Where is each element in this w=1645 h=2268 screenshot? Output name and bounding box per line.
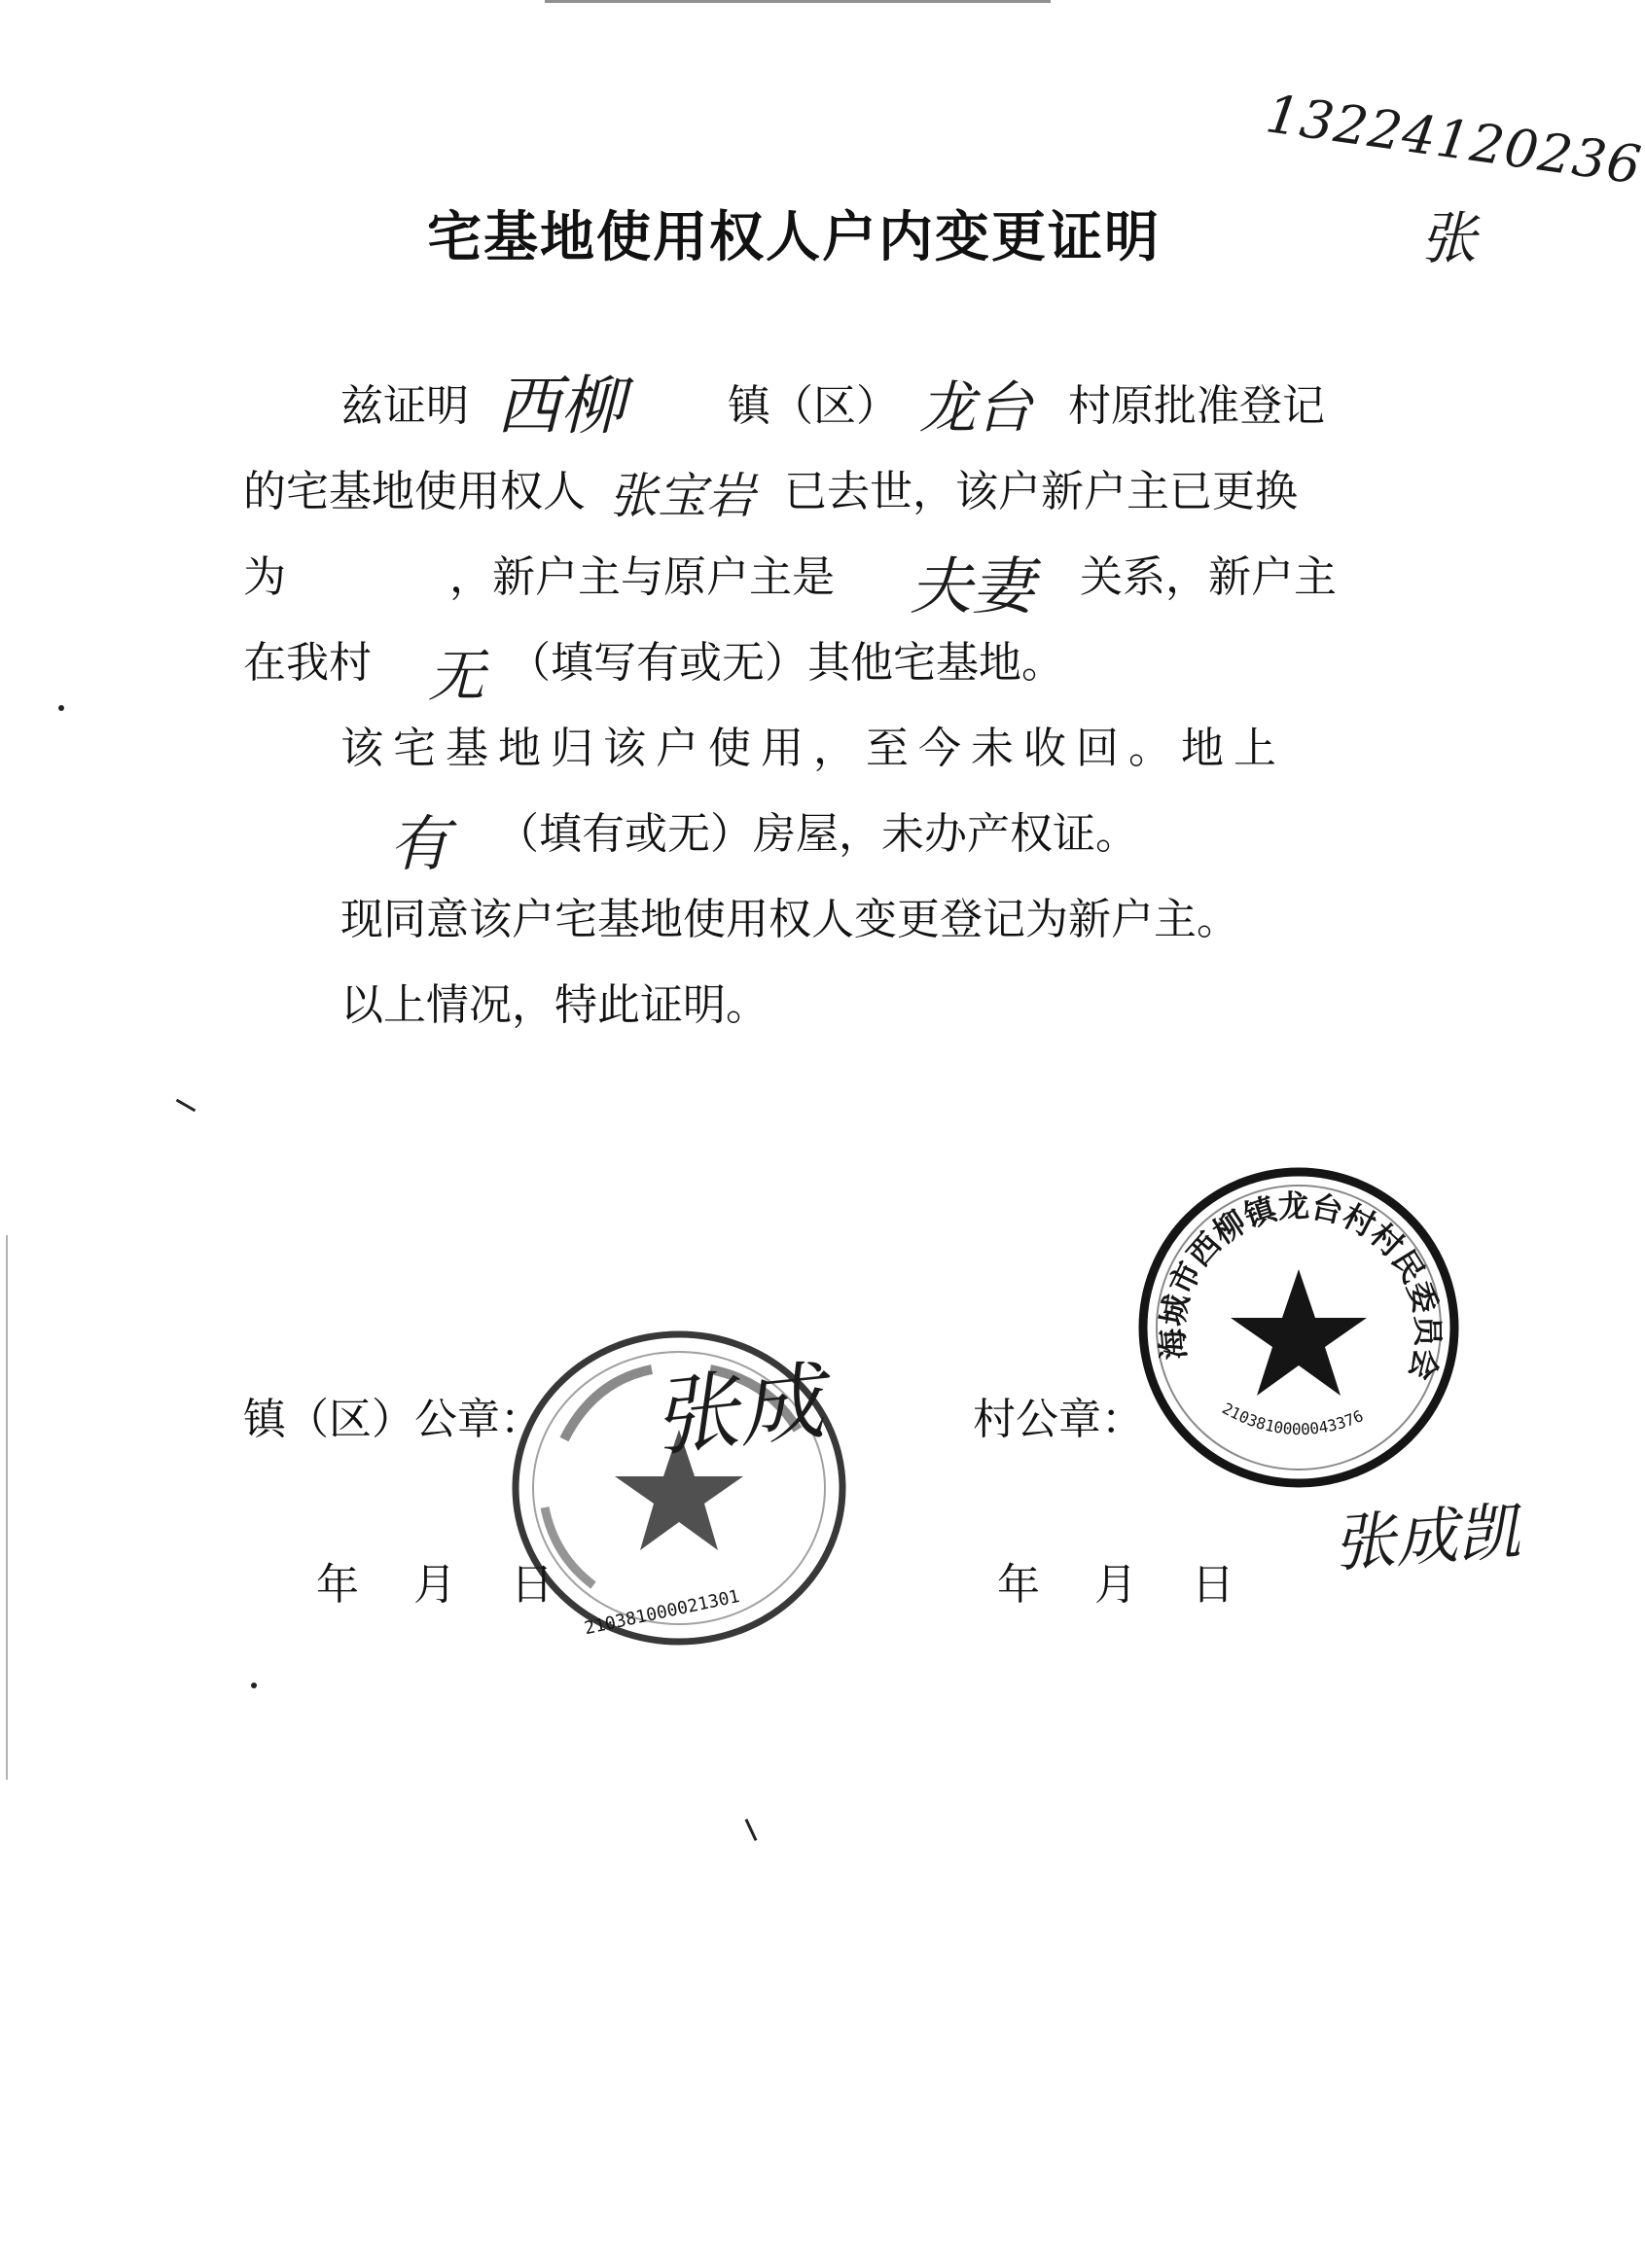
- scan-dot: [58, 705, 64, 711]
- text: （填写有或无）其他宅基地。: [508, 638, 1064, 688]
- text: [508, 634, 1064, 692]
- text: ，新户主与原户主是: [449, 552, 835, 602]
- handwritten-relation: 夫妻: [910, 551, 1034, 623]
- document-title: 宅基地使用权人户内变更证明: [427, 206, 1161, 269]
- handwritten-name-note: 张: [1420, 205, 1478, 271]
- body-line-2: [243, 463, 586, 521]
- village-seal-code: 2103810000043376: [1219, 1399, 1367, 1439]
- text: 现同意该户宅基地使用权人变更登记为新户主。: [340, 895, 1239, 944]
- text: 兹证明: [340, 381, 469, 431]
- text: 以上情况，特此证明。: [340, 980, 769, 1030]
- scan-dash: [176, 1099, 197, 1113]
- text: [1068, 377, 1325, 436]
- text: 已去世，该户新户主已更换: [784, 467, 1298, 516]
- text: 村原批准登记: [1068, 381, 1325, 431]
- body-line-1: [340, 377, 469, 436]
- handwritten-other-land: 无: [428, 643, 485, 709]
- text: [784, 463, 1298, 521]
- text: 在我村: [243, 638, 372, 688]
- text: 的宅基地使用权人: [243, 467, 586, 516]
- handwritten-village: 龙台: [919, 374, 1033, 441]
- village-seal-stamp: [1133, 1162, 1464, 1493]
- town-signature: 张成: [647, 1351, 829, 1469]
- text: [449, 549, 835, 607]
- scan-mark-left: [6, 1235, 8, 1780]
- town-seal-label: 镇（区）公章：: [243, 1395, 543, 1444]
- text: 该宅基地归该户使用，至今未收回。地上: [340, 724, 1286, 773]
- handwritten-phone-note: 13224120236: [1262, 83, 1645, 196]
- text: 关系，新户主: [1080, 552, 1337, 602]
- body-line-4: [243, 634, 372, 692]
- text: 为: [243, 552, 286, 602]
- body-line-7: [340, 891, 1239, 949]
- text: [728, 377, 899, 436]
- svg-text:2103810000043376: [1219, 1399, 1366, 1438]
- handwritten-house: 有: [389, 808, 450, 879]
- text: 镇（区）: [728, 381, 899, 431]
- handwritten-town: 西柳: [496, 369, 625, 443]
- village-seal-label: 村公章：: [973, 1395, 1144, 1444]
- date-left: 年 月 日: [316, 1560, 554, 1610]
- scan-mark-top: [545, 0, 1051, 3]
- body-line-6: [496, 805, 1138, 864]
- scan-dash: [745, 1819, 758, 1841]
- village-seal-text: 海城市西柳镇龙台村村民委员会: [1153, 1187, 1447, 1385]
- town-seal-code: 210381000021301: [582, 1585, 742, 1640]
- body-line-5: [340, 720, 1286, 778]
- village-signature: 张成凯: [1331, 1496, 1522, 1581]
- body-line-3: [243, 549, 286, 607]
- scan-dot: [251, 1683, 257, 1688]
- body-line-8: [340, 976, 769, 1035]
- text: [1080, 549, 1337, 607]
- handwritten-holder-name: 张宝岩: [609, 468, 755, 524]
- text: （填有或无）房屋，未办产权证。: [496, 809, 1138, 859]
- date-right: 年 月 日: [997, 1560, 1234, 1610]
